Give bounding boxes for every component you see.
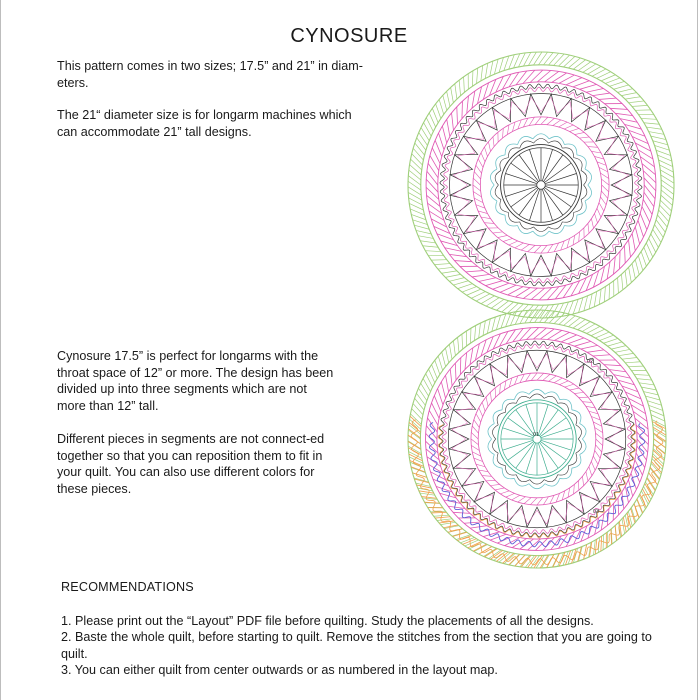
mandala-17-5-inch-segmented-image <box>406 308 668 570</box>
segment-label-03: 03 <box>593 509 600 515</box>
outer-rope-stripes <box>408 310 666 568</box>
recommendations-list <box>61 613 671 678</box>
inner-rope-stripes <box>471 373 603 505</box>
outer-ring-line <box>420 322 653 555</box>
segment-label-01: 01 <box>533 432 540 438</box>
center-spokes <box>501 403 573 475</box>
mandala-group <box>408 310 666 568</box>
mandala-group <box>408 52 674 318</box>
outer-rope-stripes <box>408 52 674 318</box>
center-spokes <box>504 148 578 222</box>
triangle-ring-inner <box>452 354 622 524</box>
inner-rope-stripes <box>473 117 609 253</box>
rope-ring-line <box>438 82 644 288</box>
recommendation-item: 3. You can either quilt from center outwards or as numbered in the layout map. <box>61 662 498 677</box>
center-hub <box>537 181 546 190</box>
rope-ring-line <box>426 328 649 551</box>
outer-ring-line <box>408 310 666 568</box>
rope-stripes <box>426 70 656 300</box>
triangle-ring <box>449 351 625 527</box>
recommendations-heading: RECOMMENDATIONS <box>61 580 194 594</box>
outer-ring-line <box>408 52 674 318</box>
recommendation-item: 1. Please print out the “Layout” PDF file before quilting. Study the placements of all the designs. <box>61 614 594 628</box>
intro-sizes-text: This pattern comes in two sizes; 17.5” and 21” in diam-eters. <box>57 59 363 90</box>
page-title: CYNOSURE <box>290 25 408 47</box>
inner-rope-line <box>478 380 596 498</box>
rope-stripes <box>426 328 649 551</box>
intro-large-text: The 21“ diameter size is for longarm machines which can accommodate 21” tall designs. <box>57 108 352 139</box>
outer-ring-line <box>421 65 661 305</box>
inner-rope-line <box>473 117 609 253</box>
inner-rope-line <box>471 373 603 505</box>
inner-rope-line <box>480 124 601 245</box>
rope-ring-line <box>426 70 656 300</box>
mandala-21-inch-image <box>406 50 676 320</box>
segments-text: Different pieces in segments are not connect-ed together so that you can reposition them to fit in your quilt. You can also use different colors for these pieces. <box>57 432 325 496</box>
triangle-ring <box>450 94 632 276</box>
triangle-ring-inner <box>453 97 629 273</box>
small-size-description: Cynosure 17.5” is perfect for longarms with the throat space of 12” or more. The design has been divided up into three segments which are not more than 12” tall. <box>57 349 334 413</box>
recommendation-item: 2. Baste the whole quilt, before starting to quilt. Remove the stitches from the section that you are going to quilt. <box>61 630 652 661</box>
segment-label-02: 02 <box>587 359 594 365</box>
